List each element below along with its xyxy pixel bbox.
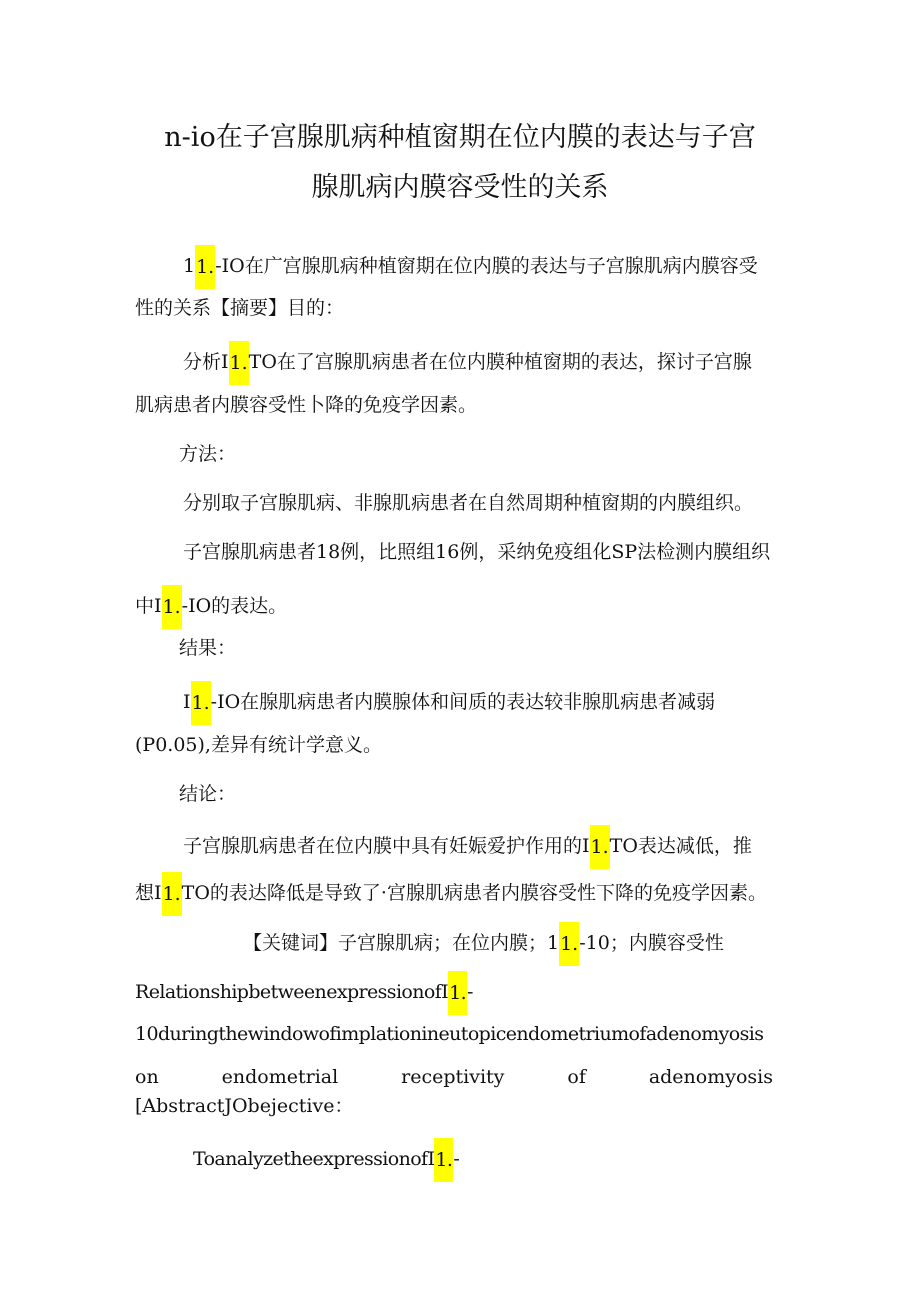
english-word: of <box>567 1066 586 1088</box>
english-word: endometrial <box>221 1066 339 1088</box>
english-word: adenomyosis <box>648 1066 773 1088</box>
para-objective-line-1: 分析I1.TO在了宫腺肌病患者在位内膜种植窗期的表达，探讨子宫腺 <box>183 341 752 385</box>
highlight-mark: 1. <box>162 872 182 916</box>
result-label: 结果： <box>179 637 237 659</box>
para-intro-line-2: 性的关系【摘要】目的： <box>135 297 345 319</box>
english-word: receptivity <box>401 1066 505 1088</box>
method-line-2: 子宫腺肌病患者18例，比照组16例，采纳免疫组化SP法检测内膜组织 <box>183 541 771 563</box>
method-line-1: 分别取子宫腺肌病、非腺肌病患者在自然周期种植窗期的内膜组织。 <box>183 492 754 514</box>
highlight-mark: 1. <box>590 825 610 869</box>
doc-title-line-2: 腺肌病内膜容受性的关系 <box>311 172 609 203</box>
english-title-line-1: RelationshipbetweenexpressionofI1.- <box>135 971 473 1015</box>
para-objective-line-2: 肌病患者内膜容受性卜降的免疫学因素。 <box>135 394 478 416</box>
doc-title-line-1: n-io在子宫腺肌病种植窗期在位内膜的表达与子宫 <box>164 122 756 153</box>
highlight-mark: 1. <box>448 971 467 1015</box>
highlight-mark: 1. <box>559 922 579 966</box>
highlight-mark: 1. <box>162 585 182 629</box>
method-line-3: 中I1.-IO的表达。 <box>135 585 287 629</box>
highlight-mark: 1. <box>191 681 211 725</box>
result-line-2: (P0.05),差异有统计学意义。 <box>135 734 382 756</box>
english-objective-line: ToanalyzetheexpressionofI1.- <box>193 1138 459 1182</box>
para-intro-line-1: 11.-IO在广宫腺肌病种植窗期在位内膜的表达与子宫腺肌病内膜容受 <box>183 245 758 289</box>
conclusion-line-2: 想I1.TO的表达降低是导致了·宫腺肌病患者内膜容受性下降的免疫学因素。 <box>135 872 767 916</box>
english-word: on <box>135 1066 159 1088</box>
english-title-line-3 <box>135 1062 773 1092</box>
english-title-line-2: 10duringthewindowofimplationineutopicendometriumofadenomyosis <box>135 1023 764 1045</box>
english-abstract-label: [AbstractJObejective： <box>135 1095 354 1117</box>
result-line-1: I1.-IO在腺肌病患者内膜腺体和间质的表达较非腺肌病患者减弱 <box>183 681 715 725</box>
conclusion-label: 结论： <box>179 783 237 805</box>
method-label: 方法： <box>179 443 237 465</box>
highlight-mark: 1. <box>434 1138 453 1182</box>
highlight-mark: 1. <box>229 341 249 385</box>
conclusion-line-1: 子宫腺肌病患者在位内膜中具有妊娠爱护作用的I1.TO表达减低，推 <box>183 825 752 869</box>
keywords-line: 【关键词】子宫腺肌病；在位内膜；11.-10；内膜容受性 <box>243 922 724 966</box>
highlight-mark: 1. <box>195 245 215 289</box>
